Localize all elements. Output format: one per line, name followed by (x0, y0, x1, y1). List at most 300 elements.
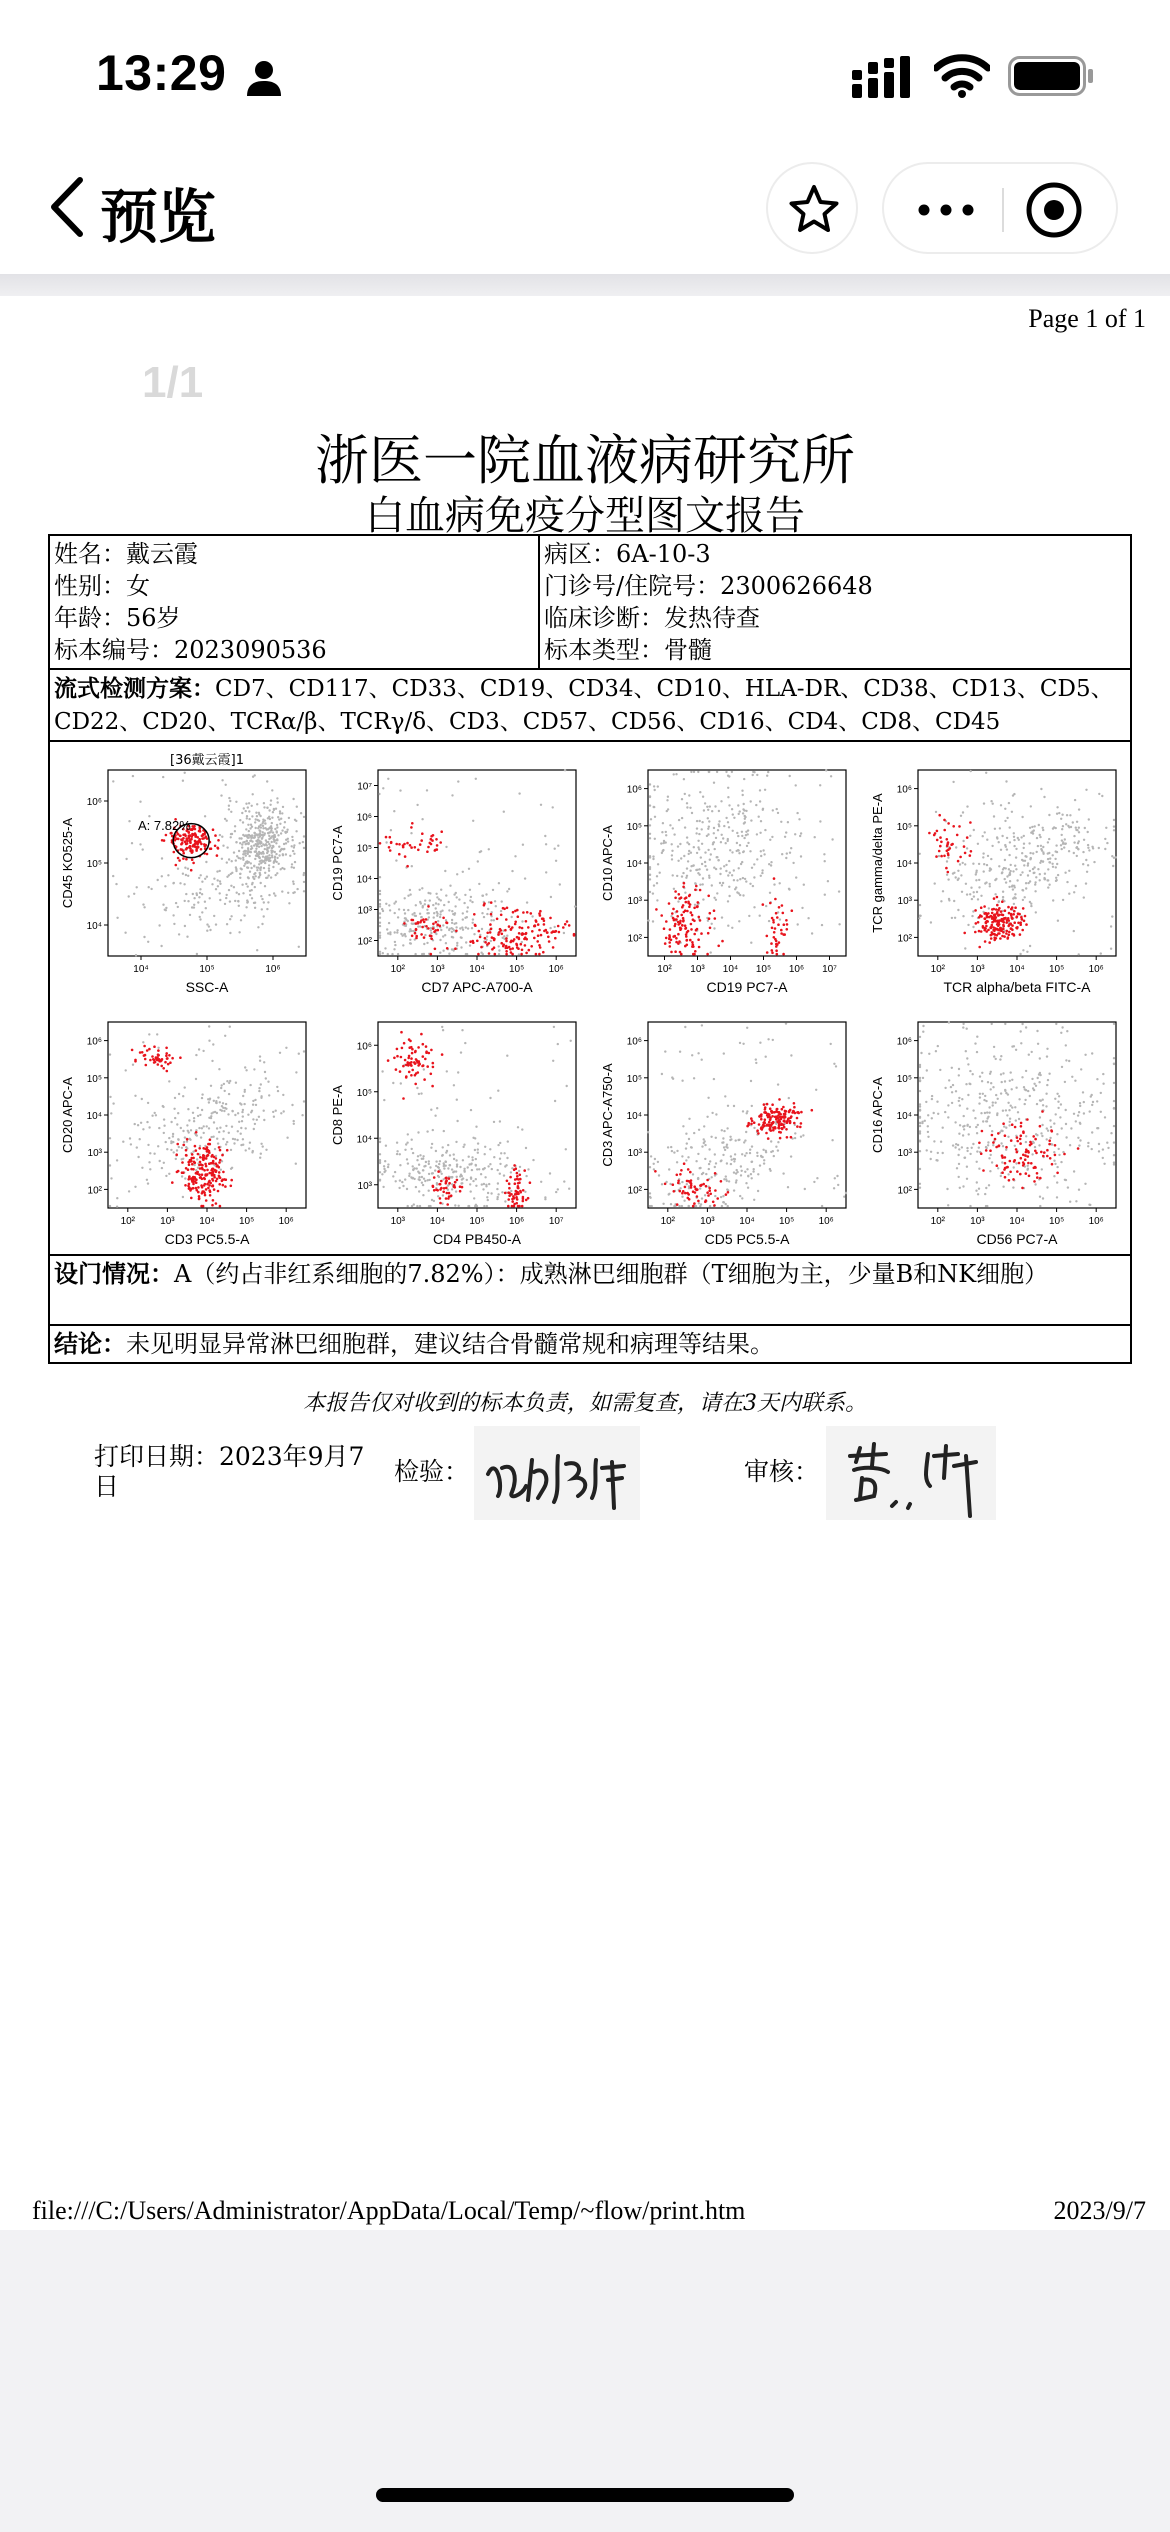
event-point (787, 1186, 789, 1188)
event-point (192, 862, 195, 865)
event-point (728, 826, 730, 828)
event-point (994, 915, 997, 918)
event-point (549, 1172, 551, 1174)
event-point (684, 1026, 686, 1028)
event-point (688, 850, 690, 852)
event-point (407, 895, 409, 897)
event-point (1093, 861, 1095, 863)
event-point (520, 953, 523, 956)
event-point (1066, 1030, 1068, 1032)
event-point (224, 1035, 226, 1037)
event-point (263, 806, 265, 808)
event-point (249, 894, 251, 896)
event-point (749, 850, 751, 852)
event-point (961, 891, 963, 893)
event-point (724, 1149, 726, 1151)
event-point (785, 857, 787, 859)
event-point (1038, 1144, 1040, 1146)
event-point (663, 842, 665, 844)
event-point (953, 900, 955, 902)
favorite-button[interactable] (766, 162, 858, 254)
event-point (1005, 867, 1007, 869)
event-point (1053, 826, 1055, 828)
event-point (181, 1161, 184, 1164)
event-point (466, 953, 468, 955)
event-point (728, 886, 730, 888)
event-point (975, 873, 977, 875)
event-point (251, 847, 253, 849)
event-point (211, 1112, 213, 1114)
event-point (225, 1103, 227, 1105)
event-point (193, 1164, 195, 1166)
event-point (1006, 1114, 1008, 1116)
event-point (939, 845, 942, 848)
event-point (741, 1170, 743, 1172)
event-point (986, 1117, 988, 1119)
event-point (1018, 1098, 1020, 1100)
event-point (493, 919, 495, 921)
event-point (243, 807, 245, 809)
event-point (960, 815, 962, 817)
x-tick-label: 10⁷ (548, 1216, 564, 1227)
event-point (683, 1200, 685, 1202)
event-point (1029, 1095, 1031, 1097)
event-point (260, 845, 262, 847)
event-point (498, 882, 500, 884)
event-point (697, 938, 700, 941)
event-point (691, 812, 693, 814)
event-point (763, 1162, 765, 1164)
event-point (233, 886, 235, 888)
event-point (442, 935, 444, 937)
event-point (196, 836, 199, 839)
event-point (701, 1197, 703, 1199)
event-point (1073, 930, 1075, 932)
event-point (966, 1178, 968, 1180)
event-point (234, 825, 236, 827)
event-point (136, 1146, 138, 1148)
event-point (959, 1124, 961, 1126)
event-point (423, 1068, 425, 1070)
event-point (758, 816, 760, 818)
event-point (930, 1158, 932, 1160)
event-point (1004, 820, 1006, 822)
event-point (475, 1185, 477, 1187)
event-point (745, 1182, 747, 1184)
event-point (1000, 1175, 1002, 1177)
event-point (267, 828, 269, 830)
event-point (163, 1118, 165, 1120)
event-point (789, 852, 791, 854)
event-point (430, 929, 432, 931)
event-point (410, 846, 413, 849)
event-point (649, 868, 651, 870)
event-point (1067, 1186, 1069, 1188)
event-point (1013, 793, 1015, 795)
event-point (695, 1160, 697, 1162)
event-point (537, 923, 540, 926)
event-point (1000, 804, 1002, 806)
capsule-divider (1002, 188, 1004, 232)
y-tick-label: 10⁴ (896, 1111, 912, 1122)
event-point (125, 1069, 127, 1071)
event-point (387, 1166, 389, 1168)
event-point (276, 826, 278, 828)
event-point (947, 1204, 949, 1206)
event-point (1065, 1044, 1067, 1046)
event-point (1034, 1183, 1036, 1185)
event-point (228, 808, 230, 810)
event-point (819, 820, 821, 822)
event-point (436, 1107, 438, 1109)
event-point (1069, 814, 1071, 816)
conclusion-text: 未见明显异常淋巴细胞群，建议结合骨髓常规和病理等结果。 (126, 1330, 774, 1358)
event-point (163, 1125, 165, 1127)
event-point (271, 789, 273, 791)
event-point (1055, 844, 1057, 846)
event-point (268, 874, 270, 876)
event-point (741, 831, 743, 833)
event-point (246, 840, 248, 842)
event-point (649, 1192, 651, 1194)
event-point (218, 1131, 220, 1133)
event-point (1011, 1106, 1013, 1108)
event-point (1007, 917, 1010, 920)
event-point (212, 1179, 215, 1182)
event-point (1000, 910, 1003, 913)
event-point (1002, 896, 1004, 898)
event-point (807, 917, 809, 919)
event-point (969, 821, 972, 824)
event-point (755, 1058, 757, 1060)
event-point (1020, 1042, 1022, 1044)
event-point (982, 1169, 985, 1172)
event-point (427, 905, 430, 908)
event-point (208, 1101, 210, 1103)
event-point (1065, 1123, 1067, 1125)
event-point (398, 843, 401, 846)
event-point (1004, 859, 1006, 861)
event-point (205, 844, 208, 847)
event-point (684, 892, 686, 894)
event-point (403, 922, 406, 925)
event-point (258, 876, 260, 878)
event-point (426, 1130, 428, 1132)
event-point (245, 1127, 247, 1129)
event-point (772, 1129, 775, 1132)
event-point (492, 889, 494, 891)
event-point (1008, 1109, 1010, 1111)
event-point (177, 857, 180, 860)
event-point (649, 824, 651, 826)
event-point (1046, 879, 1048, 881)
event-point (973, 895, 975, 897)
event-point (436, 896, 438, 898)
event-point (927, 1136, 929, 1138)
event-point (455, 1141, 457, 1143)
event-point (271, 841, 273, 843)
event-point (1024, 855, 1026, 857)
event-point (269, 818, 271, 820)
event-point (419, 925, 421, 927)
event-point (499, 1173, 501, 1175)
event-point (1020, 874, 1022, 876)
patient-ward: 病区：6A-10-3 (544, 540, 711, 568)
event-point (235, 859, 237, 861)
event-point (697, 1177, 699, 1179)
event-point (714, 917, 717, 920)
event-point (442, 1194, 444, 1196)
event-point (432, 923, 435, 926)
event-point (962, 840, 964, 842)
event-point (490, 1192, 492, 1194)
event-point (972, 910, 974, 912)
event-point (946, 838, 949, 841)
event-point (463, 1144, 465, 1146)
back-icon[interactable] (44, 174, 90, 240)
event-point (110, 1177, 112, 1179)
event-point (432, 1066, 435, 1069)
event-point (521, 933, 524, 936)
event-point (654, 1158, 656, 1160)
flow-plot-2 (320, 746, 590, 998)
event-point (723, 1052, 725, 1054)
event-point (228, 805, 230, 807)
event-point (440, 830, 443, 833)
event-point (994, 1102, 996, 1104)
event-point (943, 829, 946, 832)
event-point (213, 1100, 215, 1102)
event-point (777, 812, 779, 814)
event-point (1012, 870, 1014, 872)
event-point (679, 1190, 682, 1193)
event-point (784, 1110, 787, 1113)
event-point (430, 1147, 432, 1149)
event-point (422, 905, 424, 907)
event-point (985, 772, 987, 774)
event-point (159, 1160, 161, 1162)
event-point (404, 933, 406, 935)
event-point (521, 920, 523, 922)
event-point (1104, 1116, 1106, 1118)
y-tick-label: 10⁵ (356, 843, 372, 855)
more-icon[interactable] (914, 196, 978, 224)
event-point (488, 952, 491, 955)
event-point (190, 1197, 193, 1200)
event-point (545, 843, 547, 845)
event-point (394, 912, 396, 914)
y-tick-label: 10² (357, 936, 372, 948)
event-point (162, 904, 164, 906)
event-point (460, 1182, 462, 1184)
home-indicator[interactable] (376, 2488, 794, 2502)
event-point (212, 1136, 214, 1138)
event-point (1026, 1118, 1029, 1121)
event-point (1031, 1153, 1033, 1155)
event-point (1038, 1081, 1040, 1083)
event-point (1000, 1055, 1002, 1057)
event-point (676, 910, 679, 913)
event-point (725, 771, 727, 773)
event-point (251, 897, 253, 899)
event-point (396, 1150, 398, 1152)
event-point (195, 848, 198, 851)
event-point (1022, 1164, 1025, 1167)
event-point (999, 1058, 1001, 1060)
event-point (731, 851, 733, 853)
event-point (725, 842, 727, 844)
event-point (976, 1051, 978, 1053)
event-point (1048, 1143, 1051, 1146)
event-point (234, 830, 236, 832)
event-point (403, 909, 405, 911)
event-point (1024, 896, 1026, 898)
event-point (276, 824, 278, 826)
event-point (244, 1089, 246, 1091)
event-point (246, 866, 248, 868)
event-point (707, 1097, 709, 1099)
event-point (1012, 913, 1015, 916)
event-point (428, 1190, 430, 1192)
event-point (253, 832, 255, 834)
event-point (1030, 905, 1032, 907)
event-point (442, 924, 444, 926)
y-tick-label: 10⁴ (896, 859, 912, 870)
event-point (985, 1147, 987, 1149)
event-point (1004, 1134, 1007, 1137)
event-point (266, 780, 268, 782)
event-point (935, 855, 938, 858)
event-point (733, 879, 735, 881)
event-point (270, 829, 272, 831)
event-point (184, 1184, 187, 1187)
event-point (241, 1111, 243, 1113)
event-point (165, 907, 167, 909)
event-point (1027, 1162, 1030, 1165)
event-point (177, 1139, 179, 1141)
event-point (389, 836, 392, 839)
event-point (999, 827, 1001, 829)
event-point (422, 1184, 424, 1186)
event-point (1058, 812, 1060, 814)
event-point (745, 1152, 747, 1154)
event-point (192, 1183, 195, 1186)
event-point (681, 924, 684, 927)
event-point (732, 813, 734, 815)
event-point (211, 883, 213, 885)
event-point (216, 870, 218, 872)
event-point (291, 866, 293, 868)
target-icon[interactable] (1024, 180, 1084, 240)
event-point (654, 816, 656, 818)
event-point (802, 1134, 804, 1136)
event-point (282, 853, 284, 855)
event-point (756, 1129, 759, 1132)
event-point (742, 794, 744, 796)
event-point (162, 1067, 165, 1070)
event-point (762, 849, 764, 851)
event-point (740, 1174, 742, 1176)
event-point (427, 892, 429, 894)
event-point (395, 859, 397, 861)
event-point (793, 1106, 796, 1109)
event-point (1052, 899, 1054, 901)
event-point (759, 800, 761, 802)
event-point (222, 1102, 224, 1104)
event-point (1061, 834, 1063, 836)
event-point (1048, 1139, 1051, 1142)
event-point (1029, 880, 1031, 882)
x-tick-label: 10⁴ (1009, 1216, 1025, 1227)
event-point (299, 842, 301, 844)
event-point (687, 1168, 690, 1171)
event-point (464, 1042, 466, 1044)
event-point (1020, 1157, 1023, 1160)
event-point (564, 769, 566, 771)
x-tick-label: 10⁵ (1048, 964, 1065, 975)
event-point (531, 930, 534, 933)
event-point (1004, 917, 1007, 920)
event-point (936, 1101, 938, 1103)
event-point (406, 1188, 408, 1190)
event-point (948, 898, 950, 900)
event-point (229, 1026, 231, 1028)
event-point (823, 853, 825, 855)
event-point (515, 1196, 518, 1199)
event-point (109, 1096, 111, 1098)
event-point (1012, 1178, 1015, 1181)
event-point (756, 833, 758, 835)
event-point (210, 1085, 212, 1087)
x-tick-label: 10⁵ (508, 964, 525, 975)
event-point (767, 771, 769, 773)
event-point (417, 1155, 419, 1157)
event-point (455, 922, 457, 924)
event-point (1035, 1085, 1037, 1087)
event-point (441, 910, 443, 912)
event-point (752, 774, 754, 776)
event-point (928, 832, 931, 835)
x-tick-label: 10⁶ (508, 1216, 525, 1227)
event-point (426, 942, 428, 944)
event-point (1010, 1071, 1012, 1073)
event-point (947, 1116, 949, 1118)
event-point (738, 892, 740, 894)
event-point (1035, 1133, 1037, 1135)
event-point (394, 1171, 396, 1173)
event-point (226, 1141, 228, 1143)
event-point (696, 820, 698, 822)
event-point (252, 1100, 254, 1102)
event-point (1064, 872, 1066, 874)
event-point (1023, 847, 1025, 849)
event-point (247, 1114, 249, 1116)
event-point (796, 812, 798, 814)
x-axis-label: TCR alpha/beta FITC-A (943, 979, 1091, 995)
x-axis-label: CD5 PC5.5-A (704, 1231, 790, 1247)
event-point (1027, 864, 1029, 866)
event-point (767, 1116, 770, 1119)
event-point (208, 1040, 210, 1042)
event-point (511, 953, 514, 956)
event-point (228, 1132, 230, 1134)
event-point (431, 1143, 433, 1145)
event-point (1008, 854, 1010, 856)
event-point (815, 1089, 817, 1091)
x-tick-label: 10⁵ (238, 1216, 255, 1227)
event-point (1075, 1200, 1077, 1202)
event-point (1013, 832, 1015, 834)
